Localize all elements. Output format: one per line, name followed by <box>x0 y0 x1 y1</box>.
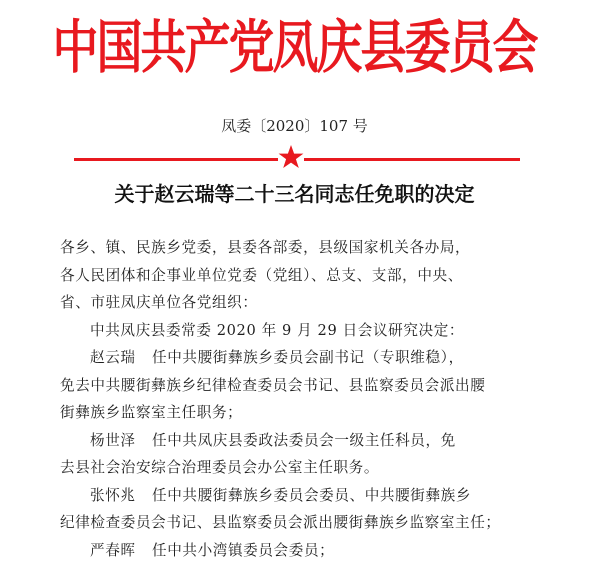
appointment-line: 杨世泽 任中共凤庆县委政法委员会一级主任科员，免 <box>60 427 530 455</box>
body-line: 免去中共腰街彝族乡纪律检查委员会书记、县监察委员会派出腰 <box>60 372 530 400</box>
red-divider-left <box>74 158 278 161</box>
body-line: 各乡、镇、民族乡党委，县委各部委，县级国家机关各办局， <box>60 234 530 262</box>
body-line: 省、市驻凤庆单位各党组织： <box>60 289 530 317</box>
body-line: 去县社会治安综合治理委员会办公室主任职务。 <box>60 454 530 482</box>
person-name: 严春晖 <box>90 537 152 564</box>
person-name: 杨世泽 <box>90 427 152 455</box>
org-title: 中国共产党凤庆县委员会 <box>0 8 589 86</box>
person-name: 张怀兆 <box>90 482 152 510</box>
body-line: 街彝族乡监察室主任职务； <box>60 399 530 427</box>
body-line: 各人民团体和企事业单位党委（党组）、总支、支部，中央、 <box>60 262 530 290</box>
document-title: 关于赵云瑞等二十三名同志任免职的决定 <box>0 180 589 208</box>
person-name: 赵云瑞 <box>90 344 152 372</box>
appointment-line: 严春晖 任中共小湾镇委员会委员； <box>60 537 530 564</box>
body-line: 纪律检查委员会书记、县监察委员会派出腰街彝族乡监察室主任； <box>60 509 530 537</box>
red-divider-right <box>304 158 520 161</box>
appointment-line: 张怀兆 任中共腰街彝族乡委员会委员、中共腰街彝族乡 <box>60 482 530 510</box>
document-number: 凤委〔2020〕107 号 <box>0 116 589 136</box>
star-icon <box>278 144 304 170</box>
body-line: 中共凤庆县委常委 2020 年 9 月 29 日会议研究决定： <box>60 317 530 345</box>
document-body <box>60 234 530 564</box>
appointment-line: 赵云瑞 任中共腰街彝族乡委员会副书记（专职维稳）， <box>60 344 530 372</box>
